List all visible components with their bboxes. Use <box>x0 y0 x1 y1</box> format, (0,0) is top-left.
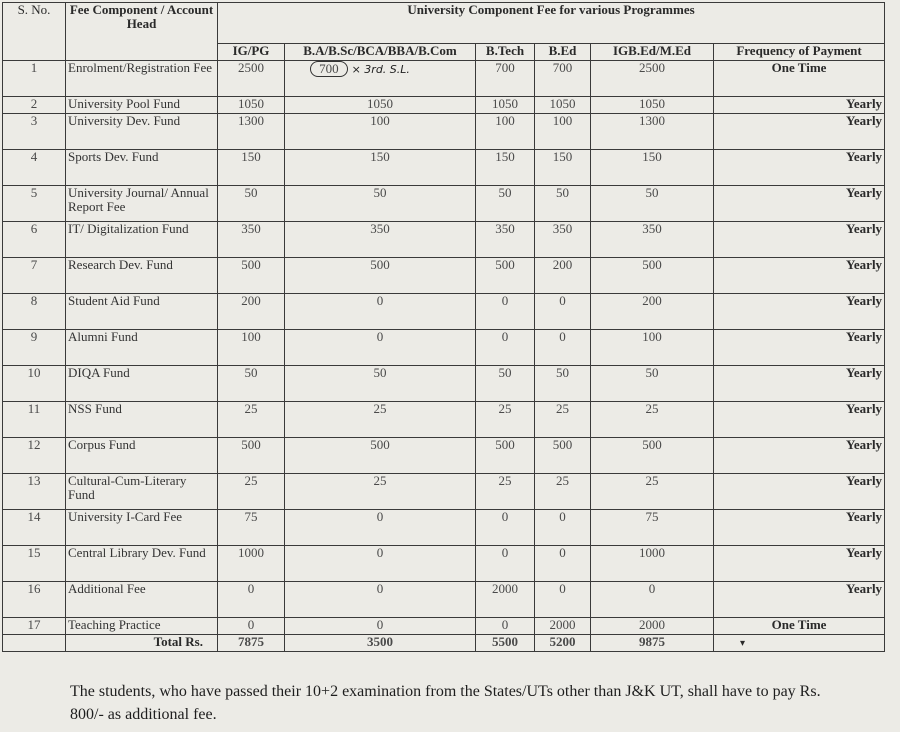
fee-value: 100 <box>535 114 591 150</box>
fee-component-name: University Journal/ Annual Report Fee <box>66 186 218 222</box>
payment-frequency: Yearly <box>714 114 885 150</box>
fee-row <box>3 222 885 258</box>
payment-frequency: Yearly <box>714 294 885 330</box>
payment-frequency: One Time <box>714 618 885 635</box>
fee-component-name: Cultural-Cum-Literary Fund <box>66 474 218 510</box>
fee-value: 50 <box>535 366 591 402</box>
total-value: 3500 <box>285 635 476 652</box>
fee-value: 500 <box>535 438 591 474</box>
row-sno: 14 <box>3 510 66 546</box>
fee-value: 0 <box>591 582 714 618</box>
total-frequency-mark: ▾ <box>740 638 746 649</box>
fee-row <box>3 618 885 635</box>
fee-value: 100 <box>591 330 714 366</box>
fee-value: 75 <box>218 510 285 546</box>
fee-component-name: DIQA Fund <box>66 366 218 402</box>
fee-value: 0 <box>285 330 476 366</box>
fee-value: 50 <box>285 186 476 222</box>
fee-value: 25 <box>591 402 714 438</box>
fee-value: 1050 <box>591 97 714 114</box>
fee-value: 50 <box>591 366 714 402</box>
total-value: 9875 <box>591 635 714 652</box>
fee-component-name: Corpus Fund <box>66 438 218 474</box>
fee-value: 25 <box>218 402 285 438</box>
fee-value: 150 <box>285 150 476 186</box>
payment-frequency: Yearly <box>714 186 885 222</box>
fee-row <box>3 366 885 402</box>
payment-frequency: Yearly <box>714 474 885 510</box>
payment-frequency: Yearly <box>714 258 885 294</box>
fee-value: 1000 <box>591 546 714 582</box>
fee-value: 200 <box>535 258 591 294</box>
fee-value: 50 <box>535 186 591 222</box>
fee-value: 350 <box>285 222 476 258</box>
payment-frequency: Yearly <box>714 438 885 474</box>
fee-value-cell <box>285 61 476 97</box>
fee-value: 25 <box>535 402 591 438</box>
row-sno: 12 <box>3 438 66 474</box>
fee-value: 350 <box>218 222 285 258</box>
fee-value: 0 <box>535 330 591 366</box>
programme-header: B.A/B.Sc/BCA/BBA/B.Com <box>285 44 476 61</box>
programme-header: B.Tech <box>476 44 535 61</box>
fee-value: 0 <box>476 618 535 635</box>
fee-value: 500 <box>591 438 714 474</box>
total-row <box>3 635 885 652</box>
fee-row <box>3 61 885 97</box>
row-sno: 15 <box>3 546 66 582</box>
fee-value: 0 <box>285 510 476 546</box>
fee-value: 25 <box>285 402 476 438</box>
fee-row <box>3 97 885 114</box>
fee-value: 1000 <box>218 546 285 582</box>
fee-value: 0 <box>535 294 591 330</box>
fee-value: 500 <box>218 258 285 294</box>
fee-row <box>3 510 885 546</box>
row-sno: 13 <box>3 474 66 510</box>
fee-component-name: Sports Dev. Fund <box>66 150 218 186</box>
fee-value: 0 <box>285 618 476 635</box>
fee-value: 100 <box>285 114 476 150</box>
fee-value: 350 <box>535 222 591 258</box>
payment-frequency: Yearly <box>714 366 885 402</box>
fee-value: 500 <box>218 438 285 474</box>
fee-row <box>3 582 885 618</box>
fee-value: 200 <box>218 294 285 330</box>
fee-value: 700 <box>535 61 591 97</box>
fee-component-name: Additional Fee <box>66 582 218 618</box>
fee-row <box>3 258 885 294</box>
fee-table <box>2 2 885 652</box>
row-sno: 16 <box>3 582 66 618</box>
fee-value: 0 <box>476 546 535 582</box>
row-sno: 17 <box>3 618 66 635</box>
fee-value: 700 <box>476 61 535 97</box>
fee-component-header: Fee Component / Account Head <box>66 3 218 61</box>
fee-value: 25 <box>535 474 591 510</box>
fee-value: 0 <box>476 294 535 330</box>
fee-row <box>3 294 885 330</box>
fee-value: 25 <box>476 402 535 438</box>
circled-fee-value: 700 <box>310 61 348 77</box>
fee-value: 1050 <box>285 97 476 114</box>
fee-value: 150 <box>476 150 535 186</box>
fee-value: 100 <box>476 114 535 150</box>
fee-component-name: IT/ Digitalization Fund <box>66 222 218 258</box>
fee-value: 500 <box>285 438 476 474</box>
fee-value: 150 <box>591 150 714 186</box>
fee-row <box>3 186 885 222</box>
fee-component-name: University Pool Fund <box>66 97 218 114</box>
row-sno: 7 <box>3 258 66 294</box>
programme-header: IG/PG <box>218 44 285 61</box>
fee-component-name: University I-Card Fee <box>66 510 218 546</box>
payment-frequency: Yearly <box>714 97 885 114</box>
total-value: 5500 <box>476 635 535 652</box>
fee-row <box>3 150 885 186</box>
fee-row <box>3 546 885 582</box>
fee-value: 2000 <box>535 618 591 635</box>
payment-frequency: Yearly <box>714 510 885 546</box>
handwritten-note: × 3rd. S.L. <box>351 63 410 76</box>
fee-value: 0 <box>285 546 476 582</box>
programme-header: IGB.Ed/M.Ed <box>591 44 714 61</box>
fee-value: 200 <box>591 294 714 330</box>
row-sno: 2 <box>3 97 66 114</box>
row-sno: 3 <box>3 114 66 150</box>
fee-component-name: Enrolment/Registration Fee <box>66 61 218 97</box>
fee-value: 500 <box>476 258 535 294</box>
fee-value: 25 <box>476 474 535 510</box>
programme-header: B.Ed <box>535 44 591 61</box>
fee-row <box>3 114 885 150</box>
row-sno: 4 <box>3 150 66 186</box>
fee-row <box>3 402 885 438</box>
fee-value: 100 <box>218 330 285 366</box>
fee-value: 500 <box>476 438 535 474</box>
fee-value: 1300 <box>218 114 285 150</box>
fee-value: 0 <box>535 582 591 618</box>
header-row <box>3 3 885 44</box>
fee-value: 50 <box>476 186 535 222</box>
fee-component-name: Student Aid Fund <box>66 294 218 330</box>
fee-value: 1050 <box>535 97 591 114</box>
row-sno: 8 <box>3 294 66 330</box>
fee-value: 25 <box>218 474 285 510</box>
fee-value: 2500 <box>591 61 714 97</box>
payment-frequency: One Time <box>714 61 885 97</box>
fee-value: 500 <box>285 258 476 294</box>
fee-value: 1050 <box>218 97 285 114</box>
fee-value: 0 <box>535 546 591 582</box>
payment-frequency: Yearly <box>714 150 885 186</box>
payment-frequency: Yearly <box>714 582 885 618</box>
total-value: 5200 <box>535 635 591 652</box>
fee-value: 500 <box>591 258 714 294</box>
total-label: Total Rs. <box>66 635 218 652</box>
payment-frequency: Yearly <box>714 330 885 366</box>
fee-component-name: University Dev. Fund <box>66 114 218 150</box>
payment-frequency: Yearly <box>714 546 885 582</box>
fee-value: 0 <box>535 510 591 546</box>
row-sno: 1 <box>3 61 66 97</box>
fee-row <box>3 474 885 510</box>
fee-component-name: Teaching Practice <box>66 618 218 635</box>
fee-value: 150 <box>535 150 591 186</box>
additional-fee-note: The students, who have passed their 10+2 examination from the States/UTs other than J&K UT, shall have to pay Rs. 800/- as additional fee. <box>70 683 821 723</box>
fee-value: 0 <box>476 510 535 546</box>
fee-component-name: Research Dev. Fund <box>66 258 218 294</box>
fee-value: 2000 <box>476 582 535 618</box>
fee-value: 25 <box>591 474 714 510</box>
fee-value: 1300 <box>591 114 714 150</box>
fee-value: 0 <box>218 618 285 635</box>
fee-value: 0 <box>218 582 285 618</box>
fee-value: 50 <box>476 366 535 402</box>
total-frequency <box>714 635 885 652</box>
sno-header: S. No. <box>3 3 66 61</box>
fee-table-body <box>3 61 885 635</box>
university-component-header: University Component Fee for various Programmes <box>218 3 885 44</box>
total-sno-cell <box>3 635 66 652</box>
fee-component-name: Alumni Fund <box>66 330 218 366</box>
row-sno: 9 <box>3 330 66 366</box>
fee-value: 2000 <box>591 618 714 635</box>
fee-value: 0 <box>285 582 476 618</box>
row-sno: 11 <box>3 402 66 438</box>
row-sno: 6 <box>3 222 66 258</box>
fee-value: 50 <box>285 366 476 402</box>
fee-row <box>3 330 885 366</box>
fee-value: 0 <box>476 330 535 366</box>
payment-frequency: Yearly <box>714 402 885 438</box>
row-sno: 5 <box>3 186 66 222</box>
fee-value: 1050 <box>476 97 535 114</box>
fee-value: 0 <box>285 294 476 330</box>
fee-value: 25 <box>285 474 476 510</box>
fee-value: 150 <box>218 150 285 186</box>
fee-value: 75 <box>591 510 714 546</box>
payment-frequency: Yearly <box>714 222 885 258</box>
row-sno: 10 <box>3 366 66 402</box>
fee-value: 50 <box>218 186 285 222</box>
fee-value: 2500 <box>218 61 285 97</box>
total-value: 7875 <box>218 635 285 652</box>
fee-value: 350 <box>476 222 535 258</box>
fee-row <box>3 438 885 474</box>
fee-component-name: NSS Fund <box>66 402 218 438</box>
fee-component-name: Central Library Dev. Fund <box>66 546 218 582</box>
frequency-header: Frequency of Payment <box>714 44 885 61</box>
fee-value: 50 <box>218 366 285 402</box>
fee-value: 350 <box>591 222 714 258</box>
fee-value: 50 <box>591 186 714 222</box>
